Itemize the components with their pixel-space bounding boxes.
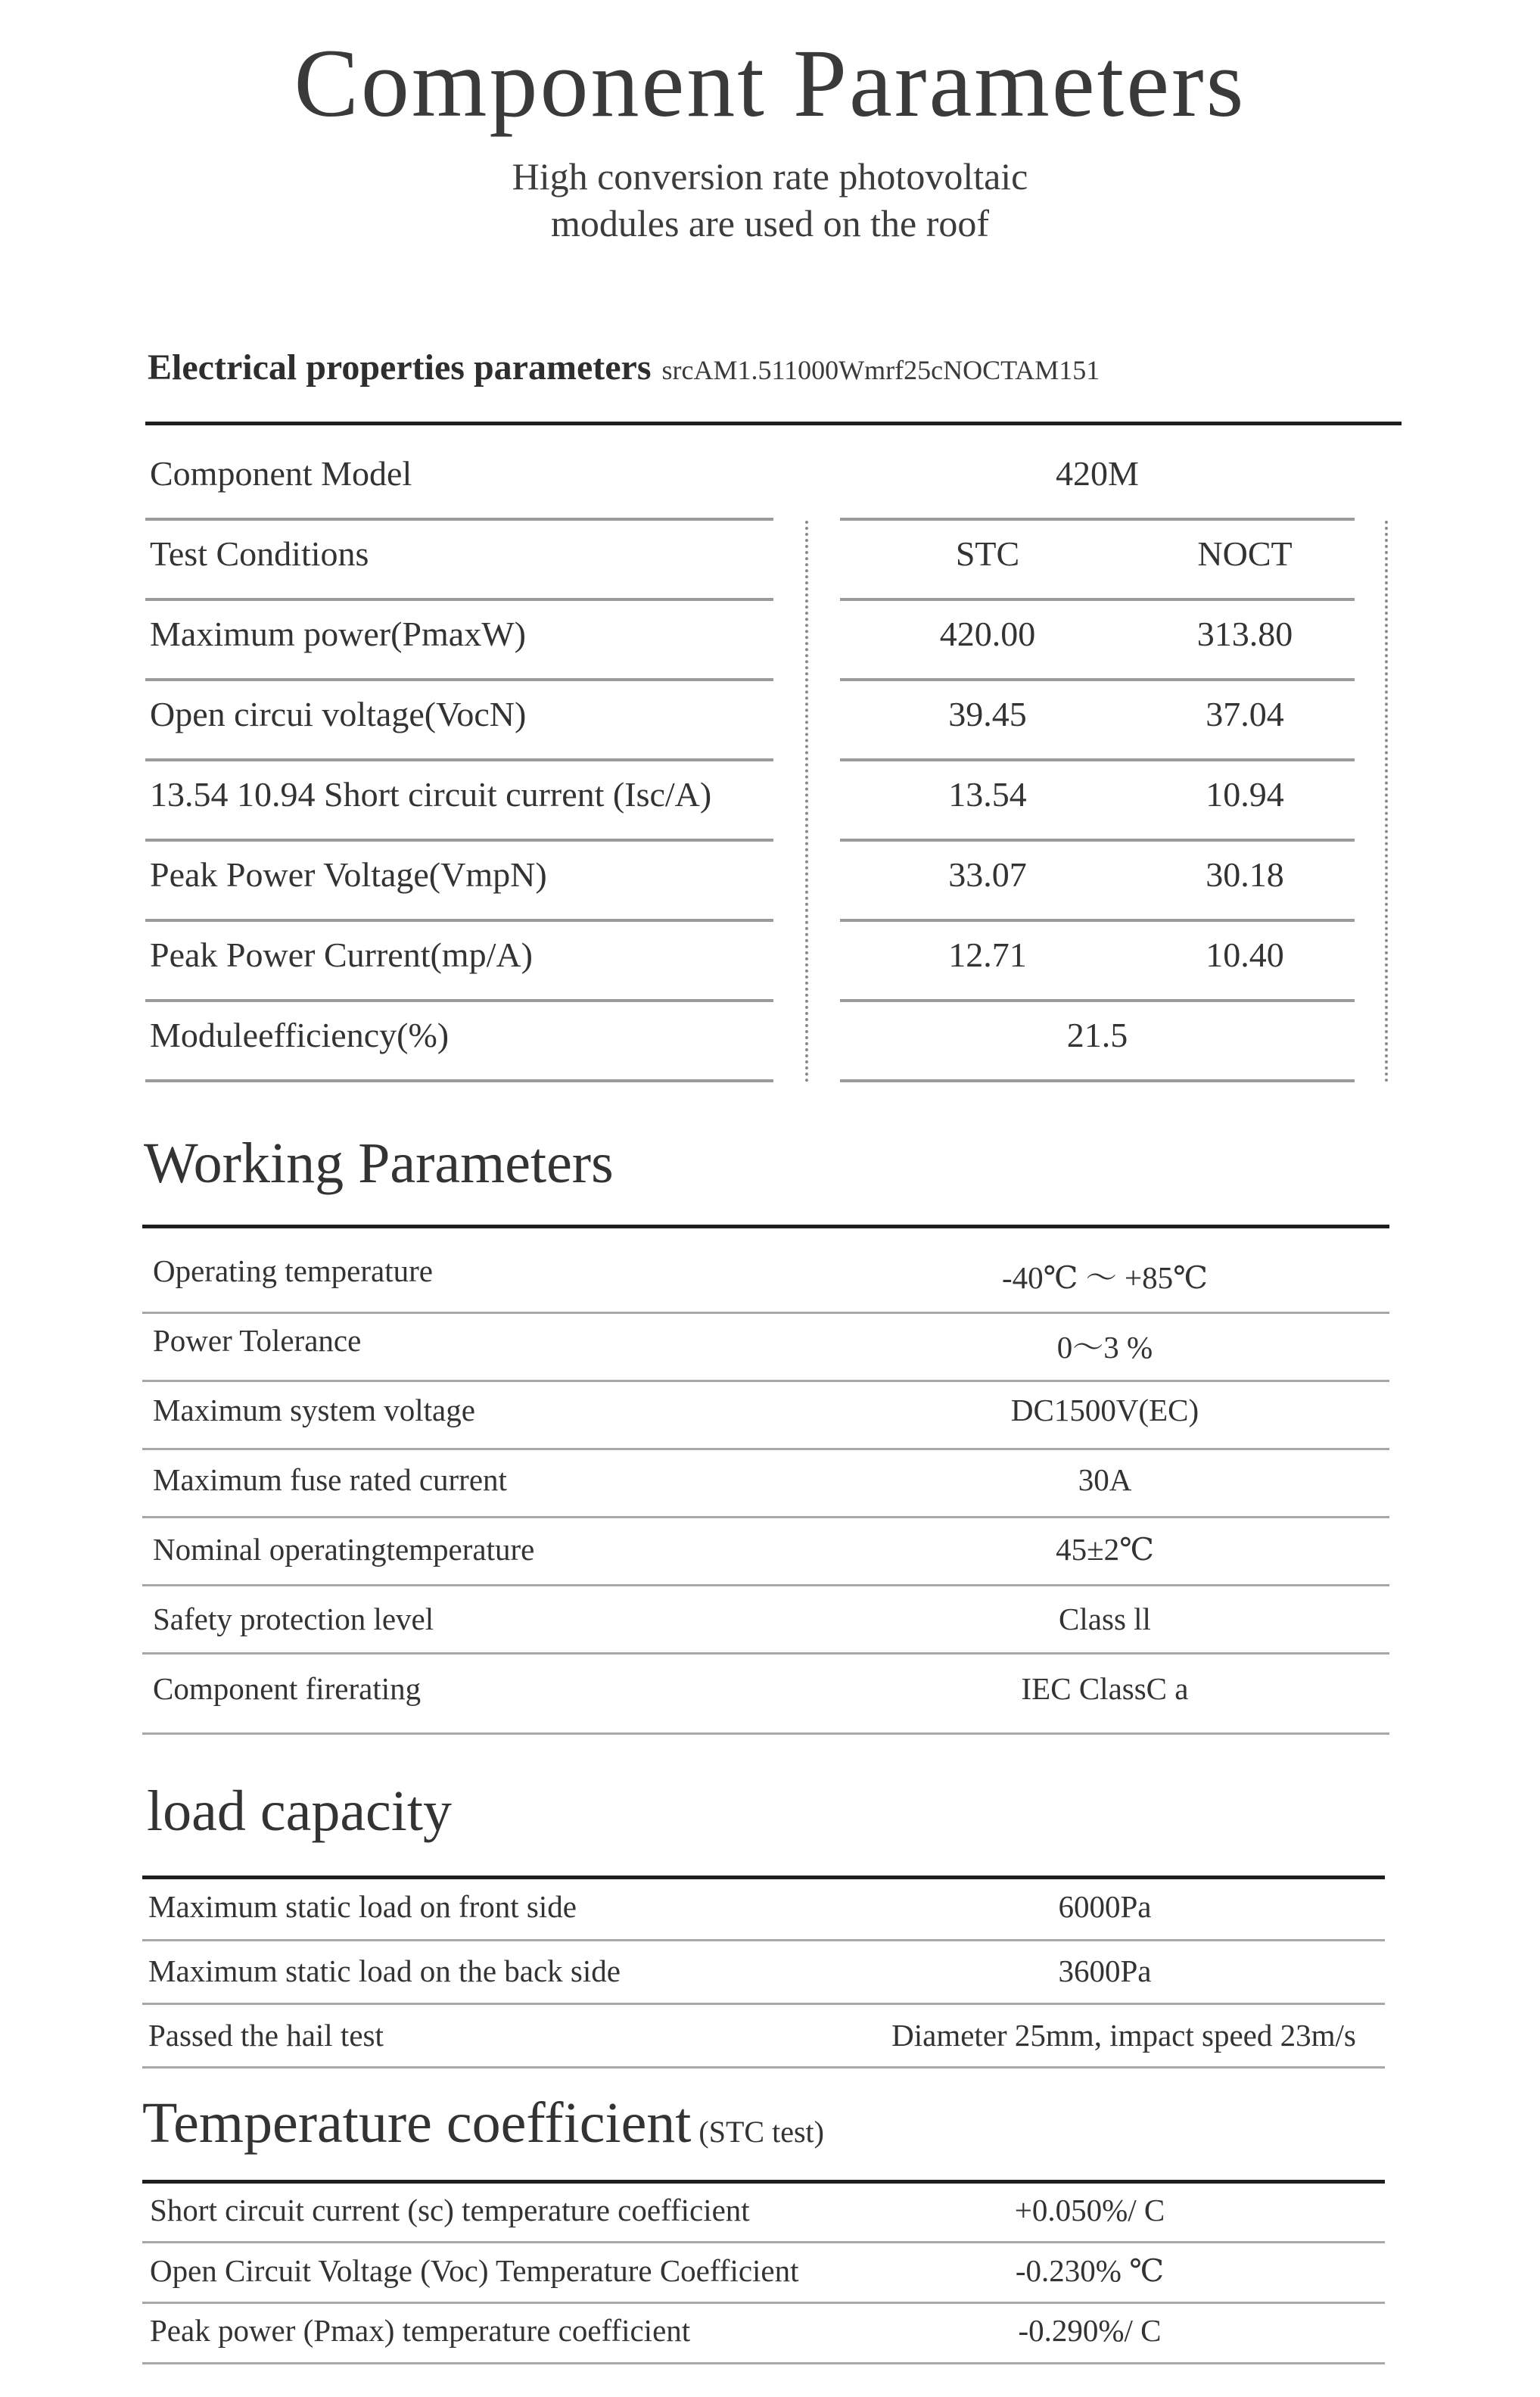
row-label: Maximum power(PmaxW) [150,615,526,653]
row-value: -0.290%/ C [1018,2313,1162,2348]
temperature-heading [142,2090,824,2156]
page-subtitle [0,153,1540,247]
row-divider [142,1312,1389,1314]
row-label: Passed the hail test [148,2018,384,2053]
row-divider [142,2362,1385,2364]
row-divider [142,2241,1385,2243]
row-value: 21.5 [1066,1016,1128,1054]
row-value: 30A [1078,1462,1132,1497]
column-header-stc: STC [955,534,1020,573]
row-label: Open Circuit Voltage (Voc) Temperature Coefficient [150,2253,799,2288]
row-label: Moduleefficiency(%) [150,1016,450,1054]
stc-value: 13.54 [948,775,1027,814]
row-value: -40℃ ～ +85℃ [1001,1260,1208,1295]
row-divider [145,919,773,922]
row-value: Class ll [1059,1602,1151,1636]
stc-value: 33.07 [948,855,1027,894]
row-label: Maximum static load on front side [148,1889,577,1924]
row-divider [840,598,1355,601]
row-divider [145,999,773,1002]
dotted-divider [1385,521,1388,1082]
row-divider [840,678,1355,681]
row-divider [142,2003,1385,2005]
column-header-noct: NOCT [1197,534,1293,573]
row-divider [142,1732,1389,1735]
row-divider [142,1939,1385,1941]
row-label: Short circuit current (sc) temperature coefficient [150,2193,750,2227]
stc-value: 420.00 [939,615,1036,653]
row-divider [145,518,773,521]
row-label: Operating temperature [153,1253,433,1288]
electrical-conditions: srcAM1.511000Wmrf25cNOCTAM151 [661,355,1100,385]
row-divider [142,2066,1385,2069]
row-divider [145,678,773,681]
row-divider [145,1079,773,1082]
subtitle-line-1: High conversion rate photovoltaic [512,155,1028,198]
subtitle-line-2: modules are used on the roof [550,202,989,244]
row-value: 420M [1056,454,1139,493]
row-divider [142,1448,1389,1450]
working-top-rule [142,1225,1389,1228]
noct-value: 10.94 [1206,775,1284,814]
row-value: 0～3 % [1056,1330,1153,1365]
load-heading: load capacity [147,1779,453,1843]
table-row [0,434,1540,514]
table-row [0,594,1540,674]
row-label: Component Model [150,454,412,493]
row-label: Nominal operatingtemperature [153,1532,535,1567]
row-label: Peak power (Pmax) temperature coefficient [150,2313,691,2348]
row-divider [142,1516,1389,1518]
row-divider [142,1584,1389,1586]
row-value: DC1500V(EC) [1010,1393,1199,1427]
electrical-heading-text: Electrical properties parameters [148,347,652,388]
row-value: IEC ClassC a [1021,1671,1189,1706]
row-label: Maximum fuse rated current [153,1462,507,1497]
stc-value: 39.45 [948,695,1027,733]
table-row [0,835,1540,915]
table-row [0,915,1540,995]
table-row [0,674,1540,755]
row-label: Open circui voltage(VocN) [150,695,527,733]
row-value: -0.230% ℃ [1015,2253,1165,2288]
row-value: Diameter 25mm, impact speed 23m/s [891,2018,1356,2053]
row-divider [840,758,1355,761]
table-row [0,995,1540,1076]
noct-value: 37.04 [1206,695,1284,733]
temperature-heading-text: Temperature coefficient [142,2091,692,2155]
row-divider [142,1652,1389,1655]
row-divider [145,598,773,601]
row-label: Maximum system voltage [153,1393,475,1427]
electrical-heading [148,347,1100,388]
noct-value: 30.18 [1206,855,1284,894]
row-divider [840,518,1355,521]
row-value: +0.050%/ C [1014,2193,1165,2227]
row-divider [145,758,773,761]
noct-value: 10.40 [1206,935,1284,974]
row-divider [840,839,1355,842]
row-label: Peak Power Voltage(VmpN) [150,855,547,894]
row-divider [142,1380,1389,1382]
row-label: Maximum static load on the back side [148,1953,621,1988]
row-value: 3600Pa [1058,1953,1152,1988]
page-title: Component Parameters [294,30,1246,137]
row-label: Safety protection level [153,1602,434,1636]
row-label: Component firerating [153,1671,422,1706]
row-label: Peak Power Current(mp/A) [150,935,533,974]
load-top-rule [142,1876,1385,1879]
temperature-heading-note: (STC test) [698,2115,824,2149]
row-divider [840,919,1355,922]
temperature-top-rule [142,2180,1385,2184]
table-row [0,755,1540,835]
stc-value: 12.71 [948,935,1027,974]
row-divider [840,1079,1355,1082]
row-value: 6000Pa [1058,1889,1152,1924]
dotted-divider [805,521,808,1082]
row-divider [145,839,773,842]
row-label: 13.54 10.94 Short circuit current (Isc/A) [150,775,712,814]
row-value: 45±2℃ [1056,1532,1154,1567]
row-divider [142,2302,1385,2304]
row-divider [840,999,1355,1002]
row-label: Test Conditions [150,534,369,573]
noct-value: 313.80 [1196,615,1293,653]
table-row [0,514,1540,594]
electrical-top-rule [145,422,1402,425]
row-label: Power Tolerance [153,1323,362,1358]
working-heading: Working Parameters [144,1132,614,1195]
